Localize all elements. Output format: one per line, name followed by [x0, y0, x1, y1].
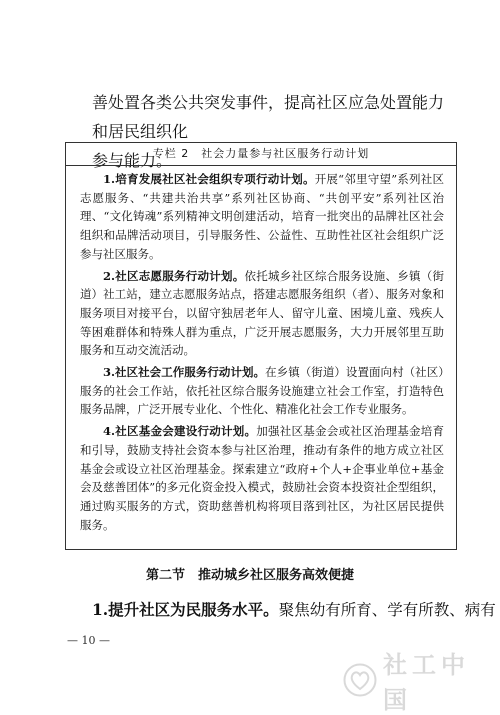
watermark-text: 社工中国: [383, 651, 470, 714]
paragraph-body: 聚焦幼有所育、学有所教、病有: [278, 601, 496, 619]
action-plan-item: [80, 422, 444, 534]
intro-line-2: 参与能力。: [92, 151, 173, 170]
action-plan-item: [80, 363, 444, 419]
action-plan-body: 依托城乡社区综合服务设施、乡镇（街道）社工站，建立志愿服务站点，搭建志愿服务组织（者）、服务对象和服务项目对接平台，以留守独居老年人、留守儿童、困境儿童、残疾人等困难群体和特殊人群为重点，广泛开展志愿服务，大力开展邻里互助服务和互动交流活动。: [80, 268, 444, 358]
action-plan-body: 在乡镇（街道）设置面向村（社区）服务的社会工作站，依托社区综合服务设施建立社会工作室，打造特色服务品牌，广泛开展专业化、个性化、精准化社会工作专业服务。: [80, 365, 444, 417]
action-plan-heading: 2.社区志愿服务行动计划。: [103, 268, 245, 283]
intro-line-1: 善处置各类公共突发事件，提高社区应急处置能力和居民组织化: [92, 93, 445, 141]
section-title: 第二节 推动城乡社区服务高效便捷: [145, 568, 354, 583]
action-plan-item: [80, 267, 444, 361]
page-number: — 10 —: [67, 634, 110, 647]
action-plan-body: 开展“邻里守望”系列社区志愿服务、“共建共治共享”系列社区协商、“共创平安”系列社区治理、“文化铸魂”系列精神文明创建活动，培育一批突出的品牌社区社会组织和品牌活动项目，引导服务性、公益性、互助性社区社会组织广泛参与社区服务。: [80, 172, 444, 261]
paragraph-heading: 1.提升社区为民服务水平。: [92, 600, 279, 619]
column-box-body: [66, 166, 456, 534]
action-plan-heading: 1.培育发展社区社会组织专项行动计划。: [103, 172, 315, 186]
action-plan-item: [80, 170, 444, 264]
action-plan-heading: 4.社区基金会建设行动计划。: [103, 424, 257, 439]
action-plan-heading: 3.社区社会工作服务行动计划。: [103, 365, 266, 380]
body-paragraph: [92, 596, 496, 624]
watermark-logo: [343, 651, 483, 714]
column-box: [65, 142, 457, 550]
column-box-title: 专栏 2 社会力量参与社区服务行动计划: [66, 143, 456, 166]
action-plan-body: 加强社区基金会或社区治理基金培育和引导，鼓励支持社会资本参与社区治理，推动有条件的地方成立社区基金会或设立社区治理基金。探索建立“政府+个人+企事业单位+基金会及慈善团体”的多元化资金投入模式，鼓励社会资本投资社企型组织，通过购买服务的方式，资助慈善机构将项目落到社区，为社区居民提供服务。: [80, 424, 444, 532]
heart-hands-logo-icon: [343, 663, 377, 697]
